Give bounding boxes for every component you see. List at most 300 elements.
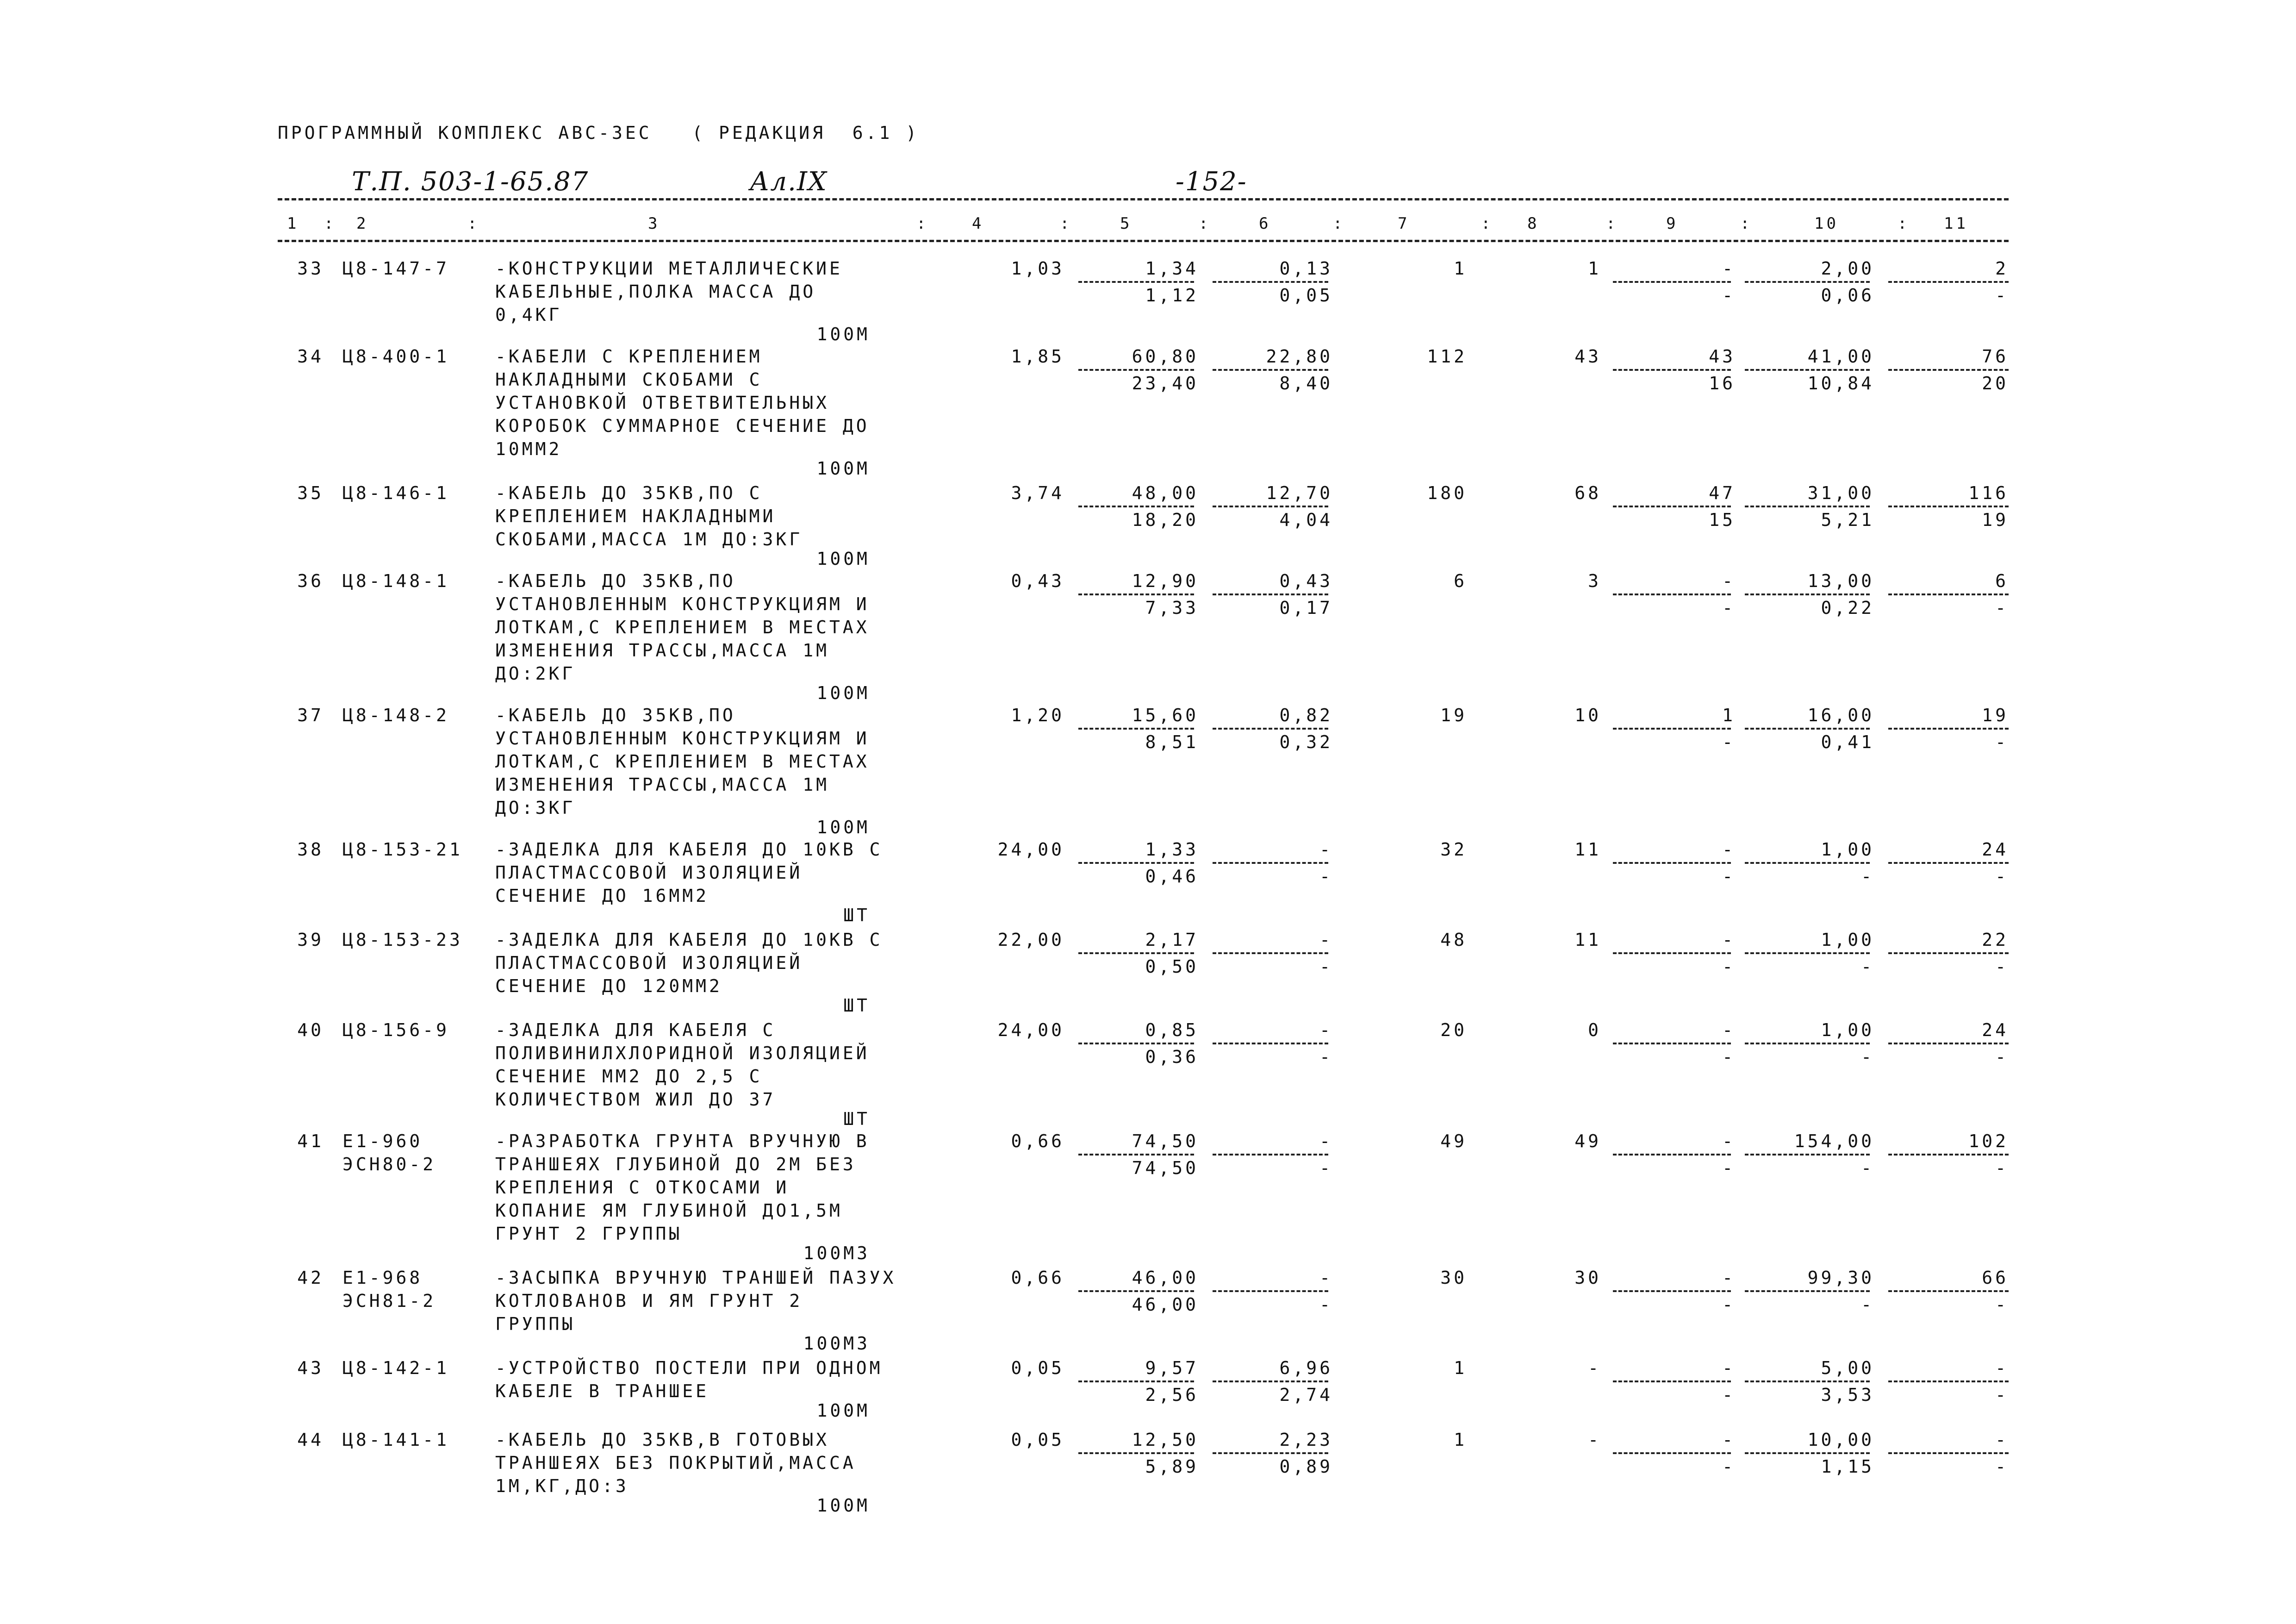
column-separator: : xyxy=(1898,214,1910,233)
fraction-line-col6 xyxy=(1213,593,1328,595)
cell-quantity: 0,66 xyxy=(1011,1268,1064,1288)
fraction-line-col10 xyxy=(1745,1380,1870,1382)
cell-col6-bottom: 4,04 xyxy=(1279,510,1333,530)
cell-col9-top: - xyxy=(1722,1131,1736,1151)
fraction-line-col9 xyxy=(1613,369,1731,371)
cell-col6-bottom: 8,40 xyxy=(1279,373,1333,394)
cell-col9-bottom: - xyxy=(1722,1385,1736,1405)
row-number: 43 xyxy=(297,1358,324,1378)
row-description: ИЗМЕНЕНИЯ ТРАССЫ,МАССА 1М xyxy=(495,640,829,661)
column-header-5: 5 xyxy=(1120,214,1132,233)
cell-col5-top: 60,80 xyxy=(1132,346,1199,367)
row-unit: ШТ xyxy=(843,1109,870,1129)
column-header-6: 6 xyxy=(1259,214,1271,233)
cell-col5-bottom: 1,12 xyxy=(1145,285,1199,306)
row-description: СЕЧЕНИЕ ДО 120ММ2 xyxy=(495,976,722,996)
column-separator: : xyxy=(1333,214,1345,233)
cell-col7: 180 xyxy=(1427,483,1467,503)
column-header-3: 3 xyxy=(648,214,660,233)
cell-col10-bottom: 5,21 xyxy=(1821,510,1874,530)
fraction-line-col10 xyxy=(1745,593,1870,595)
cell-quantity: 0,43 xyxy=(1011,571,1064,591)
row-description: -ЗАДЕЛКА ДЛЯ КАБЕЛЯ С xyxy=(495,1020,776,1040)
cell-col9-top: - xyxy=(1722,258,1736,279)
fraction-line-col5 xyxy=(1078,728,1194,730)
row-number: 35 xyxy=(297,483,324,503)
cell-col5-top: 46,00 xyxy=(1132,1268,1199,1288)
row-code: Ц8-400-1 xyxy=(342,346,450,367)
row-description: КРЕПЛЕНИЕМ НАКЛАДНЫМИ xyxy=(495,506,776,526)
cell-col6-bottom: - xyxy=(1319,956,1333,977)
cell-col8: - xyxy=(1588,1358,1601,1378)
cell-col10-top: 1,00 xyxy=(1821,930,1874,950)
cell-col11-bottom: 20 xyxy=(1982,373,2009,394)
fraction-line-col6 xyxy=(1213,1380,1328,1382)
fraction-line-col11 xyxy=(1888,862,2009,864)
cell-quantity: 0,05 xyxy=(1011,1430,1064,1450)
row-description: ТРАНШЕЯХ БЕЗ ПОКРЫТИЙ,МАССА xyxy=(495,1453,856,1473)
fraction-line-col6 xyxy=(1213,728,1328,730)
fraction-line-col6 xyxy=(1213,369,1328,371)
fraction-line-col6 xyxy=(1213,1290,1328,1292)
cell-col5-bottom: 7,33 xyxy=(1145,598,1199,618)
cell-col7: 32 xyxy=(1440,839,1467,860)
cell-col10-bottom: 0,41 xyxy=(1821,732,1874,752)
cell-col9-top: - xyxy=(1722,1430,1736,1450)
row-description: ПОЛИВИНИЛХЛОРИДНОЙ ИЗОЛЯЦИЕЙ xyxy=(495,1043,870,1063)
fraction-line-col11 xyxy=(1888,1452,2009,1454)
row-description: -КАБЕЛИ С КРЕПЛЕНИЕМ xyxy=(495,346,763,367)
cell-col11-top: 102 xyxy=(1968,1131,2009,1151)
row-description: ЛОТКАМ,С КРЕПЛЕНИЕМ В МЕСТАХ xyxy=(495,617,870,637)
fraction-line-col5 xyxy=(1078,1043,1194,1044)
cell-col9-bottom: 15 xyxy=(1709,510,1736,530)
fraction-line-col11 xyxy=(1888,1380,2009,1382)
row-description: НАКЛАДНЫМИ СКОБАМИ С xyxy=(495,369,763,390)
cell-col10-top: 5,00 xyxy=(1821,1358,1874,1378)
fraction-line-col5 xyxy=(1078,281,1194,283)
cell-col8: 30 xyxy=(1574,1268,1601,1288)
cell-col10-bottom: 3,53 xyxy=(1821,1385,1874,1405)
cell-quantity: 24,00 xyxy=(997,1020,1064,1040)
column-header-4: 4 xyxy=(972,214,984,233)
cell-col11-top: 66 xyxy=(1982,1268,2009,1288)
fraction-line-col5 xyxy=(1078,1452,1194,1454)
cell-col10-bottom: - xyxy=(1861,866,1874,887)
column-separator: : xyxy=(1481,214,1493,233)
cell-col10-top: 154,00 xyxy=(1794,1131,1874,1151)
cell-col10-bottom: 10,84 xyxy=(1807,373,1874,394)
fraction-line-col6 xyxy=(1213,952,1328,954)
row-description: УСТАНОВЛЕННЫМ КОНСТРУКЦИЯМ И xyxy=(495,728,870,749)
fraction-line-col6 xyxy=(1213,862,1328,864)
cell-col9-bottom: - xyxy=(1722,1294,1736,1315)
cell-col6-top: - xyxy=(1319,1131,1333,1151)
cell-col5-bottom: 74,50 xyxy=(1132,1158,1199,1178)
row-code: Е1-968 xyxy=(342,1268,423,1288)
row-description: -КАБЕЛЬ ДО 35КВ,В ГОТОВЫХ xyxy=(495,1430,829,1450)
row-description: -КОНСТРУКЦИИ МЕТАЛЛИЧЕСКИЕ xyxy=(495,258,843,279)
cell-col5-top: 48,00 xyxy=(1132,483,1199,503)
cell-col6-bottom: 0,17 xyxy=(1279,598,1333,618)
row-description: ТРАНШЕЯХ ГЛУБИНОЙ ДО 2М БЕЗ xyxy=(495,1154,856,1174)
cell-col8: - xyxy=(1588,1430,1601,1450)
row-code: Ц8-153-23 xyxy=(342,930,463,950)
fraction-line-col9 xyxy=(1613,281,1731,283)
row-description: -ЗАДЕЛКА ДЛЯ КАБЕЛЯ ДО 10КВ С xyxy=(495,839,883,860)
fraction-line-col9 xyxy=(1613,1380,1731,1382)
row-number: 39 xyxy=(297,930,324,950)
cell-col5-bottom: 5,89 xyxy=(1145,1456,1199,1477)
cell-col7: 19 xyxy=(1440,705,1467,725)
row-description: ПЛАСТМАССОВОЙ ИЗОЛЯЦИЕЙ xyxy=(495,953,803,973)
cell-col9-bottom: - xyxy=(1722,732,1736,752)
cell-col5-bottom: 2,56 xyxy=(1145,1385,1199,1405)
cell-col9-bottom: - xyxy=(1722,598,1736,618)
cell-col11-bottom: - xyxy=(1995,956,2009,977)
row-number: 33 xyxy=(297,258,324,279)
cell-quantity: 0,05 xyxy=(1011,1358,1064,1378)
row-unit: 100М xyxy=(816,549,870,569)
cell-col8: 3 xyxy=(1588,571,1601,591)
cell-col9-top: - xyxy=(1722,1268,1736,1288)
cell-col5-top: 15,60 xyxy=(1132,705,1199,725)
cell-quantity: 1,85 xyxy=(1011,346,1064,367)
fraction-line-col5 xyxy=(1078,952,1194,954)
fraction-line-col5 xyxy=(1078,1380,1194,1382)
cell-col6-top: - xyxy=(1319,1268,1333,1288)
cell-col7: 20 xyxy=(1440,1020,1467,1040)
cell-col9-top: 47 xyxy=(1709,483,1736,503)
column-separator: : xyxy=(1199,214,1211,233)
cell-col5-top: 9,57 xyxy=(1145,1358,1199,1378)
row-description: ДО:3КГ xyxy=(495,798,576,818)
row-description: КАБЕЛЕ В ТРАНШЕЕ xyxy=(495,1381,709,1401)
cell-col6-top: 12,70 xyxy=(1266,483,1333,503)
row-number: 40 xyxy=(297,1020,324,1040)
row-number: 38 xyxy=(297,839,324,860)
column-separator: : xyxy=(1606,214,1618,233)
row-description: КОПАНИЕ ЯМ ГЛУБИНОЙ ДО1,5М xyxy=(495,1200,843,1221)
row-code: ЭСН80-2 xyxy=(342,1154,436,1174)
fraction-line-col5 xyxy=(1078,862,1194,864)
row-code: Ц8-148-2 xyxy=(342,705,450,725)
cell-col9-top: 1 xyxy=(1722,705,1736,725)
fraction-line-col10 xyxy=(1745,728,1870,730)
fraction-line-col6 xyxy=(1213,506,1328,507)
row-code: Ц8-148-1 xyxy=(342,571,450,591)
fraction-line-col10 xyxy=(1745,1452,1870,1454)
cell-col5-top: 2,17 xyxy=(1145,930,1199,950)
row-description: УСТАНОВЛЕННЫМ КОНСТРУКЦИЯМ И xyxy=(495,594,870,614)
cell-col7: 1 xyxy=(1454,1358,1467,1378)
row-code: Ц8-153-21 xyxy=(342,839,463,860)
cell-quantity: 3,74 xyxy=(1011,483,1064,503)
row-description: ПЛАСТМАССОВОЙ ИЗОЛЯЦИЕЙ xyxy=(495,862,803,883)
cell-col10-bottom: - xyxy=(1861,1294,1874,1315)
cell-col11-bottom: - xyxy=(1995,866,2009,887)
cell-col8: 11 xyxy=(1574,839,1601,860)
row-unit: 100М xyxy=(816,817,870,837)
cell-col11-bottom: - xyxy=(1995,1456,2009,1477)
cell-col10-top: 31,00 xyxy=(1807,483,1874,503)
cell-quantity: 0,66 xyxy=(1011,1131,1064,1151)
row-unit: 100М xyxy=(816,458,870,479)
row-number: 36 xyxy=(297,571,324,591)
cell-col5-bottom: 46,00 xyxy=(1132,1294,1199,1315)
row-description: 10ММ2 xyxy=(495,439,562,459)
fraction-line-col6 xyxy=(1213,1043,1328,1044)
cell-col5-bottom: 0,46 xyxy=(1145,866,1199,887)
row-description: СЕЧЕНИЕ ММ2 ДО 2,5 С xyxy=(495,1066,763,1087)
cell-col5-top: 1,34 xyxy=(1145,258,1199,279)
row-description: УСТАНОВКОЙ ОТВЕТВИТЕЛЬНЫХ xyxy=(495,393,829,413)
row-unit: 100М3 xyxy=(803,1333,870,1354)
cell-col6-bottom: - xyxy=(1319,1047,1333,1067)
document-number: Т.П. 503-1-65.87 xyxy=(352,167,589,197)
cell-col9-top: - xyxy=(1722,839,1736,860)
cell-quantity: 24,00 xyxy=(997,839,1064,860)
cell-col6-top: 22,80 xyxy=(1266,346,1333,367)
cell-col6-top: 0,82 xyxy=(1279,705,1333,725)
cell-col5-bottom: 8,51 xyxy=(1145,732,1199,752)
row-description: КРЕПЛЕНИЯ С ОТКОСАМИ И xyxy=(495,1177,790,1198)
row-unit: 100М xyxy=(816,1495,870,1516)
column-header-1: 1 xyxy=(287,214,299,233)
row-description: ГРУНТ 2 ГРУППЫ xyxy=(495,1224,683,1244)
row-description: КАБЕЛЬНЫЕ,ПОЛКА МАССА ДО xyxy=(495,281,816,302)
cell-col11-top: 116 xyxy=(1968,483,2009,503)
fraction-line-col9 xyxy=(1613,862,1731,864)
cell-col11-bottom: - xyxy=(1995,1158,2009,1178)
fraction-line-col5 xyxy=(1078,506,1194,507)
column-header-8: 8 xyxy=(1527,214,1540,233)
cell-col10-top: 16,00 xyxy=(1807,705,1874,725)
cell-col9-bottom: - xyxy=(1722,1047,1736,1067)
cell-col6-top: - xyxy=(1319,1020,1333,1040)
row-description: СКОБАМИ,МАССА 1М ДО:3КГ xyxy=(495,529,803,550)
row-description: -КАБЕЛЬ ДО 35КВ,ПО xyxy=(495,571,736,591)
cell-col6-bottom: - xyxy=(1319,1158,1333,1178)
row-unit: ШТ xyxy=(843,995,870,1016)
cell-col10-top: 2,00 xyxy=(1821,258,1874,279)
cell-col8: 10 xyxy=(1574,705,1601,725)
cell-col11-bottom: - xyxy=(1995,598,2009,618)
fraction-line-col10 xyxy=(1745,506,1870,507)
cell-col11-bottom: - xyxy=(1995,285,2009,306)
cell-col6-bottom: 0,89 xyxy=(1279,1456,1333,1477)
fraction-line-col11 xyxy=(1888,1154,2009,1156)
cell-col9-bottom: - xyxy=(1722,1158,1736,1178)
row-description: -ЗАДЕЛКА ДЛЯ КАБЕЛЯ ДО 10КВ С xyxy=(495,930,883,950)
header-rule xyxy=(278,240,2009,242)
row-code: Е1-960 xyxy=(342,1131,423,1151)
column-header-7: 7 xyxy=(1398,214,1410,233)
cell-col11-bottom: 19 xyxy=(1982,510,2009,530)
cell-col10-bottom: - xyxy=(1861,1158,1874,1178)
column-header-10: 10 xyxy=(1814,214,1839,233)
cell-col6-bottom: 0,32 xyxy=(1279,732,1333,752)
fraction-line-col6 xyxy=(1213,281,1328,283)
cell-col10-top: 13,00 xyxy=(1807,571,1874,591)
fraction-line-col10 xyxy=(1745,1154,1870,1156)
cell-col8: 0 xyxy=(1588,1020,1601,1040)
column-separator: : xyxy=(1060,214,1072,233)
cell-col11-top: 2 xyxy=(1995,258,2009,279)
cell-col5-bottom: 18,20 xyxy=(1132,510,1199,530)
column-header-2: 2 xyxy=(356,214,369,233)
cell-col10-top: 10,00 xyxy=(1807,1430,1874,1450)
fraction-line-col11 xyxy=(1888,281,2009,283)
cell-col7: 6 xyxy=(1454,571,1467,591)
cell-col11-top: 24 xyxy=(1982,839,2009,860)
cell-col8: 49 xyxy=(1574,1131,1601,1151)
fraction-line-col9 xyxy=(1613,1043,1731,1044)
cell-col11-bottom: - xyxy=(1995,1294,2009,1315)
row-number: 37 xyxy=(297,705,324,725)
fraction-line-col5 xyxy=(1078,1290,1194,1292)
cell-col6-top: - xyxy=(1319,839,1333,860)
row-code: Ц8-142-1 xyxy=(342,1358,450,1378)
cell-col10-top: 99,30 xyxy=(1807,1268,1874,1288)
fraction-line-col9 xyxy=(1613,728,1731,730)
cell-col5-top: 74,50 xyxy=(1132,1131,1199,1151)
cell-col9-top: - xyxy=(1722,930,1736,950)
fraction-line-col5 xyxy=(1078,1154,1194,1156)
fraction-line-col11 xyxy=(1888,1290,2009,1292)
fraction-line-col6 xyxy=(1213,1452,1328,1454)
fraction-line-col6 xyxy=(1213,1154,1328,1156)
cell-col9-bottom: - xyxy=(1722,956,1736,977)
cell-col11-top: 24 xyxy=(1982,1020,2009,1040)
row-unit: 100М3 xyxy=(803,1243,870,1263)
cell-quantity: 1,20 xyxy=(1011,705,1064,725)
cell-col5-top: 0,85 xyxy=(1145,1020,1199,1040)
column-header-11: 11 xyxy=(1944,214,1968,233)
fraction-line-col10 xyxy=(1745,1290,1870,1292)
cell-col8: 11 xyxy=(1574,930,1601,950)
row-code: Ц8-146-1 xyxy=(342,483,450,503)
row-number: 41 xyxy=(297,1131,324,1151)
cell-col9-bottom: 16 xyxy=(1709,373,1736,394)
cell-col6-top: 0,43 xyxy=(1279,571,1333,591)
cell-col9-top: - xyxy=(1722,1020,1736,1040)
cell-col5-bottom: 0,36 xyxy=(1145,1047,1199,1067)
cell-col7: 49 xyxy=(1440,1131,1467,1151)
fraction-line-col11 xyxy=(1888,728,2009,730)
row-code: ЭСН81-2 xyxy=(342,1291,436,1311)
cell-col7: 112 xyxy=(1427,346,1467,367)
cell-col5-top: 1,33 xyxy=(1145,839,1199,860)
fraction-line-col9 xyxy=(1613,1452,1731,1454)
row-number: 44 xyxy=(297,1430,324,1450)
row-unit: ШТ xyxy=(843,905,870,925)
column-separator: : xyxy=(467,214,480,233)
fraction-line-col9 xyxy=(1613,1154,1731,1156)
fraction-line-col10 xyxy=(1745,1043,1870,1044)
fraction-line-col5 xyxy=(1078,593,1194,595)
cell-col6-top: 2,23 xyxy=(1279,1430,1333,1450)
cell-quantity: 1,03 xyxy=(1011,258,1064,279)
cell-col8: 43 xyxy=(1574,346,1601,367)
fraction-line-col11 xyxy=(1888,369,2009,371)
cell-col11-top: - xyxy=(1995,1430,2009,1450)
row-code: Ц8-141-1 xyxy=(342,1430,450,1450)
row-description: -РАЗРАБОТКА ГРУНТА ВРУЧНУЮ В xyxy=(495,1131,870,1151)
cell-col10-top: 1,00 xyxy=(1821,1020,1874,1040)
cell-col11-top: 6 xyxy=(1995,571,2009,591)
fraction-line-col5 xyxy=(1078,369,1194,371)
fraction-line-col11 xyxy=(1888,506,2009,507)
cell-col10-top: 41,00 xyxy=(1807,346,1874,367)
row-description: ДО:2КГ xyxy=(495,663,576,684)
row-description: ЛОТКАМ,С КРЕПЛЕНИЕМ В МЕСТАХ xyxy=(495,751,870,772)
column-separator: : xyxy=(1740,214,1753,233)
fraction-line-col10 xyxy=(1745,281,1870,283)
fraction-line-col9 xyxy=(1613,952,1731,954)
row-description: КОЛИЧЕСТВОМ ЖИЛ ДО 37 xyxy=(495,1089,776,1110)
cell-col11-top: 22 xyxy=(1982,930,2009,950)
cell-col6-top: 6,96 xyxy=(1279,1358,1333,1378)
cell-col11-bottom: - xyxy=(1995,1047,2009,1067)
cell-col9-top: - xyxy=(1722,571,1736,591)
cell-col5-top: 12,90 xyxy=(1132,571,1199,591)
fraction-line-col9 xyxy=(1613,506,1731,507)
album-number: Ал.IX xyxy=(750,167,828,197)
cell-col9-top: 43 xyxy=(1709,346,1736,367)
row-description: КОТЛОВАНОВ И ЯМ ГРУНТ 2 xyxy=(495,1291,803,1311)
cell-col5-top: 12,50 xyxy=(1132,1430,1199,1450)
row-unit: 100М xyxy=(816,1400,870,1421)
row-number: 42 xyxy=(297,1268,324,1288)
row-description: ГРУППЫ xyxy=(495,1314,576,1334)
cell-col11-bottom: - xyxy=(1995,732,2009,752)
row-description: -КАБЕЛЬ ДО 35КВ,ПО xyxy=(495,705,736,725)
cell-col6-bottom: - xyxy=(1319,866,1333,887)
cell-col9-bottom: - xyxy=(1722,285,1736,306)
column-separator: : xyxy=(324,214,336,233)
column-header-9: 9 xyxy=(1666,214,1679,233)
cell-col8: 68 xyxy=(1574,483,1601,503)
cell-col6-bottom: 2,74 xyxy=(1279,1385,1333,1405)
column-separator: : xyxy=(916,214,929,233)
row-unit: 100М xyxy=(816,324,870,344)
cell-col5-bottom: 0,50 xyxy=(1145,956,1199,977)
cell-col11-top: - xyxy=(1995,1358,2009,1378)
row-description: -ЗАСЫПКА ВРУЧНУЮ ТРАНШЕЙ ПАЗУХ xyxy=(495,1268,896,1288)
cell-col7: 30 xyxy=(1440,1268,1467,1288)
cell-col6-bottom: - xyxy=(1319,1294,1333,1315)
cell-col6-top: 0,13 xyxy=(1279,258,1333,279)
row-code: Ц8-156-9 xyxy=(342,1020,450,1040)
cell-col8: 1 xyxy=(1588,258,1601,279)
cell-col10-bottom: - xyxy=(1861,956,1874,977)
row-description: 0,4КГ xyxy=(495,305,562,325)
cell-col7: 1 xyxy=(1454,1430,1467,1450)
cell-col9-top: - xyxy=(1722,1358,1736,1378)
row-description: КОРОБОК СУММАРНОЕ СЕЧЕНИЕ ДО xyxy=(495,416,870,436)
cell-col11-top: 76 xyxy=(1982,346,2009,367)
row-description: ИЗМЕНЕНИЯ ТРАССЫ,МАССА 1М xyxy=(495,775,829,795)
fraction-line-col10 xyxy=(1745,369,1870,371)
cell-col10-top: 1,00 xyxy=(1821,839,1874,860)
cell-col9-bottom: - xyxy=(1722,866,1736,887)
row-description: -УСТРОЙСТВО ПОСТЕЛИ ПРИ ОДНОМ xyxy=(495,1358,883,1378)
cell-col10-bottom: - xyxy=(1861,1047,1874,1067)
row-code: Ц8-147-7 xyxy=(342,258,450,279)
row-description: -КАБЕЛЬ ДО 35КВ,ПО С xyxy=(495,483,763,503)
page-number: -152- xyxy=(1176,167,1247,197)
